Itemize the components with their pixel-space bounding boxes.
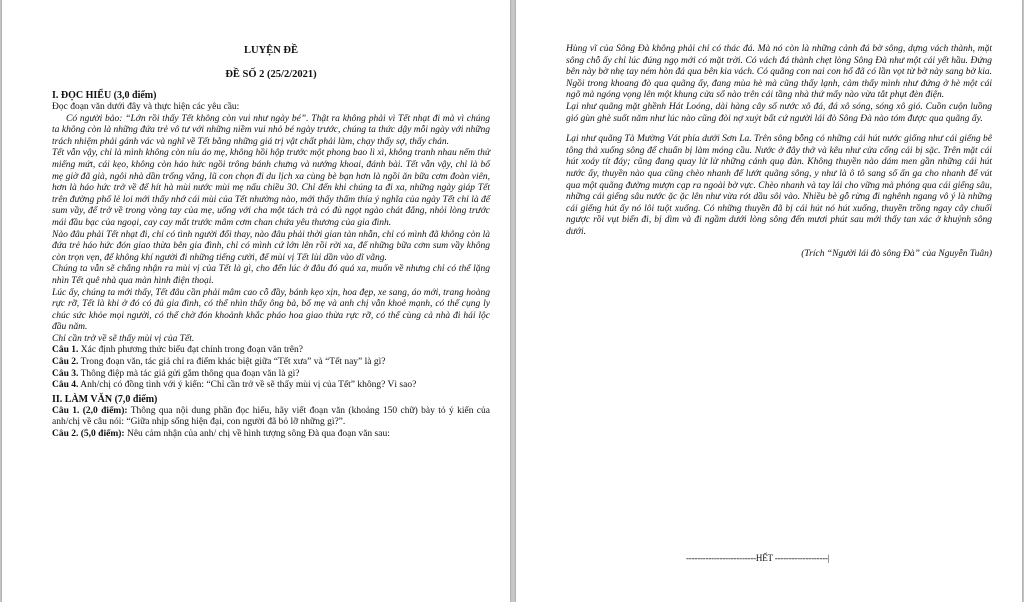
question-text: Xác định phương thức biểu đạt chính trong đoạn văn trên? <box>78 345 303 356</box>
exam-subtitle: ĐỀ SỐ 2 (25/2/2021) <box>225 69 317 80</box>
document-page-1 <box>2 0 510 602</box>
passage-paragraph: Tết vẫn vậy, chỉ là mình không còn níu áo mẹ, không hồi hộp trước một phong bao lì xì, không tranh nhau nếm thử miếng mứt, cái kẹo, không còn háo hức ngồi trông bánh chưng và nướng khoai, đánh bài. Tết vẫn vậy, chỉ là bố mẹ giờ đã già, ngôi nhà dần trống vắng, lũ con chọn đi du lịch xa cùng bè bạn hơn là ngồi ăn bữa cơm đoàn viên, hơn là háo hức trở về để hít hà mùi nước mùi mẹ nấu chiều 30. Chỉ đến khi chúng ta đi xa, những ngày giáp Tết trên đường phố lẻ loi mới thấy nhớ cái mùi của Tết nhường nào, mới thấy thấm thía ý nghĩa của ngày Tết chỉ là để sum vầy, để trở về trong vòng tay của mẹ, uống với cha một tách trà có đủ ngọt ngào chát đắng, nhỏi lòng trước mái đầu bạc của ngoại, cay cay mắt trước mâm cơm chan chứa yêu thương của gia đình. <box>52 148 490 228</box>
end-marker: -------------------------HẾT -------------------| <box>686 553 830 563</box>
paragraph-gap <box>566 125 992 134</box>
excerpt-source: (Trích “Người lái đò sông Đà” của Nguyễn Tuân) <box>801 248 992 259</box>
question-3 <box>52 369 490 381</box>
document-title: LUYỆN ĐỀ <box>244 45 298 56</box>
passage-paragraph: Nào đâu phải Tết nhạt đi, chỉ có tình người đổi thay, nào đâu phải thời gian tàn nhẫn, chỉ có mình đã không còn là đứa trẻ háo hức đón giao thừa bên gia đình, chỉ có mình cứ lớn lên rồi rời xa, để những bữa cơm sum vầy không còn trọn vẹn, để không khí người đi những tiếng cười, để mùi vị Tết lùi dần vào dĩ vãng. <box>52 229 490 263</box>
section-writing-heading: II. LÀM VĂN (7,0 điểm) <box>52 393 158 405</box>
question-label: Câu 1. <box>52 345 79 356</box>
question-label: Câu 4. <box>52 380 79 391</box>
excerpt-paragraph: Lại như quãng Tà Mường Vát phía dưới Sơn La. Trên sông bỗng có những cái hút nước giống như cái giếng bê tông thả xuống sông để chuẩn bị làm móng cầu. Nước ở đây thở và kêu như cửa cống cái bị sặc. Trên mặt cái hút xoáy tít đáy; cũng đang quay lừ lừ những cánh quạ đàn. Không thuyền nào dám men gần những cái hút nước ấy, thuyền nào qua cũng chèo nhanh để lướt quãng sông, y như là ô tô sang số ấn ga cho nhanh để vút qua một quãng đường mượn cạp ra ngoài bờ vực. Chèo nhanh và tay lái cho vững mà phóng qua cái giếng sâu, những cái giếng sâu nước ặc ặc lên như vừa rót dầu sôi vào. Nhiều bè gỗ rừng đi nghênh ngang vô ý là những cái giếng hút ấy nó lôi tuột xuống. Có những thuyền đã bị cái hút nó hút xuống, thuyền trồng ngay cây chuối ngược rồi vụt biến đi, bị dìm và đi ngầm dưới lòng sông đến mươi phút sau mới thấy tan xác ở khuỷnh sông dưới. <box>566 134 992 237</box>
section-reading-heading: I. ĐỌC HIỂU (3,0 điểm) <box>52 90 157 101</box>
excerpt-paragraph: Hùng vĩ của Sông Đà không phải chỉ có thác đá. Mà nó còn là những cảnh đá bờ sông, dựng vách thành, mặt sông chỗ ấy chỉ lúc đúng ngọ mới có mặt trời. Có vách đá thành chẹt lòng Sông Đà như một cái yết hầu. Đứng bên này bờ nhẹ tay ném hòn đá qua bên kia vách. Có quãng con nai con hổ đã có lần vọt từ bờ này sang bờ kia. Ngồi trong khoang đò qua quãng ấy, đang mùa hè mà cũng thấy lạnh, cảm thấy mình như đứng ở hè một cái ngõ mà ngóng vọng lên một khung cửa sổ nào trên cái tầng nhà thứ mấy nào vừa tắt phụt đèn điện. <box>566 44 992 101</box>
passage-paragraph: Có người bảo: “Lớn rồi thấy Tết không còn vui như ngày bé”. Thật ra không phải vì Tết nhạt đi mà vì chúng ta không còn là những đứa trẻ vô tư với những niềm vui nhỏ bé ngày trước, chúng ta thức dậy mỗi ngày với những trách nhiệm phải gánh vác và nghĩ về Tết bằng những giá trị vật chất phải làm, chạy thấy sợ, thấy chán. <box>52 113 490 147</box>
question-text: Trong đoạn văn, tác giả chỉ ra điểm khác biệt giữa “Tết xưa” và “Tết nay” là gì? <box>78 357 386 368</box>
question-text: Thông điệp mà tác giả gửi gắm thông qua đoạn văn là gì? <box>78 368 300 379</box>
question-1 <box>52 345 490 357</box>
question-label: Câu 2. <box>52 357 79 368</box>
essay-text: Nêu cảm nhận của anh/ chị về hình tượng sông Đà qua đoạn văn sau: <box>124 429 390 440</box>
essay-text: Thông qua nội dung phần đọc hiểu, hãy viết đoạn văn (khoảng 150 chữ) bày tỏ ý kiến của anh/chị về câu nói: “Giữa nhịp sống hiện đại, con người đã bỏ lỡ những gì?”. <box>52 405 490 428</box>
excerpt-paragraph: Lại như quãng mặt ghềnh Hát Loóng, dài hàng cây số nước xô đá, đá xô sóng, sóng xô gió. Cuồn cuộn luồng gió gùn ghè suốt năm như lúc nào cũng đòi nợ xuýt bất cứ người lái đò Sông Đà nào tóm được qua quãng ấy. <box>566 101 992 124</box>
document-page-2 <box>516 0 1022 602</box>
passage-paragraph: Chỉ cần trở về sẽ thấy mùi vị của Tết. <box>52 333 195 344</box>
reading-instruction: Đọc đoạn văn dưới đây và thực hiện các yêu cầu: <box>52 102 240 112</box>
essay-label: Câu 2. (5,0 điểm): <box>52 429 125 440</box>
passage-paragraph: Lúc ấy, chúng ta mới thấy, Tết đâu cần phải mâm cao cỗ đầy, bánh kẹo xịn, hoa đẹp, xe sang, áo mới, trang hoàng rực rỡ, Tết là khi ở đó có đủ gia đình, có thể nhìn thấy ông bà, bố mẹ và anh chị vẫn khoẻ mạnh, có thể cụng ly chúc sức khỏe mọi người, có thể chờ đón khoảnh khắc pháo hoa giao thừa rực rỡ, có thể cùng cả nhà đi hái lộc đầu năm. <box>52 287 490 333</box>
question-2 <box>52 357 490 369</box>
essay-label: Câu 1. (2,0 điểm): <box>52 405 128 416</box>
passage-paragraph: Chúng ta vẫn sẽ chẳng nhận ra mùi vị của Tết là gì, cho đến lúc ở đâu đó quá xa, muốn về nhưng chỉ có thể lặng nhìn Tết quê nhà qua màn hình điện thoại. <box>52 264 490 286</box>
question-text: Anh/chị có đồng tình với ý kiến: “Chỉ cần trở về sẽ thấy mùi vị của Tết” không? Vì sao? <box>78 380 417 391</box>
question-4 <box>52 380 490 392</box>
essay-question-1 <box>52 406 490 429</box>
essay-question-2 <box>52 429 490 441</box>
question-label: Câu 3. <box>52 368 79 379</box>
